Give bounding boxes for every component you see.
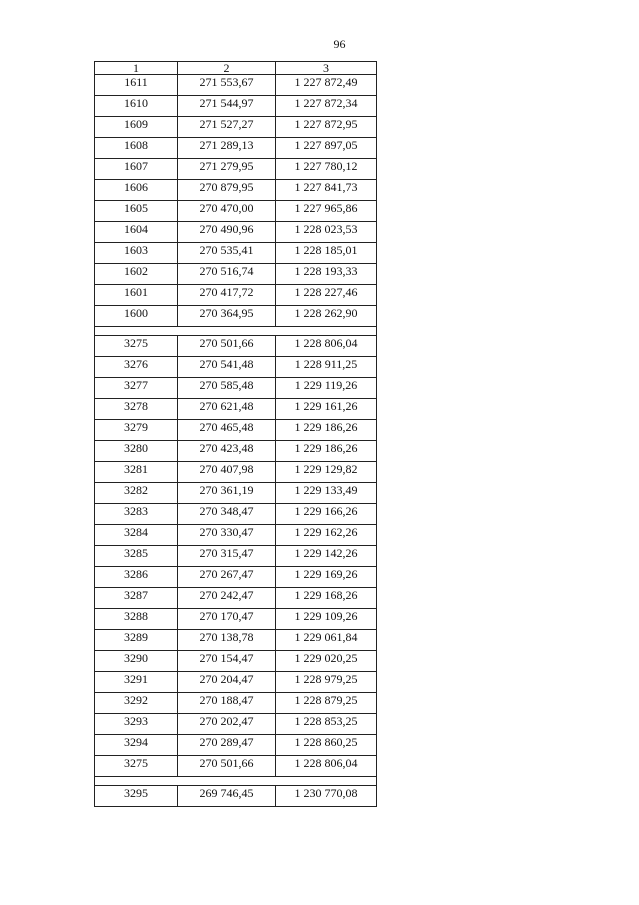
y-coordinate-cell: 1 228 185,01 bbox=[276, 243, 377, 264]
x-coordinate-cell: 270 242,47 bbox=[178, 588, 276, 609]
section-separator-cell bbox=[95, 327, 377, 336]
point-number-cell: 1605 bbox=[95, 201, 178, 222]
y-coordinate-cell: 1 229 061,84 bbox=[276, 630, 377, 651]
x-coordinate-cell: 270 361,19 bbox=[178, 483, 276, 504]
y-coordinate-cell: 1 229 186,26 bbox=[276, 441, 377, 462]
point-number-cell: 3276 bbox=[95, 357, 178, 378]
y-coordinate-cell: 1 229 166,26 bbox=[276, 504, 377, 525]
y-coordinate-cell: 1 228 806,04 bbox=[276, 336, 377, 357]
y-coordinate-cell: 1 229 142,26 bbox=[276, 546, 377, 567]
y-coordinate-cell: 1 227 780,12 bbox=[276, 159, 377, 180]
point-number-cell: 3275 bbox=[95, 756, 178, 777]
point-number-cell: 1602 bbox=[95, 264, 178, 285]
y-coordinate-cell: 1 229 109,26 bbox=[276, 609, 377, 630]
table-row bbox=[95, 180, 377, 201]
x-coordinate-cell: 271 289,13 bbox=[178, 138, 276, 159]
point-number-cell: 1608 bbox=[95, 138, 178, 159]
point-number-cell: 1611 bbox=[95, 75, 178, 96]
table-row bbox=[95, 483, 377, 504]
table-row bbox=[95, 336, 377, 357]
x-coordinate-cell: 270 535,41 bbox=[178, 243, 276, 264]
point-number-cell: 1609 bbox=[95, 117, 178, 138]
y-coordinate-cell: 1 228 979,25 bbox=[276, 672, 377, 693]
table-row bbox=[95, 630, 377, 651]
x-coordinate-cell: 270 470,00 bbox=[178, 201, 276, 222]
table-row bbox=[95, 756, 377, 777]
y-coordinate-cell: 1 228 023,53 bbox=[276, 222, 377, 243]
point-number-cell: 1601 bbox=[95, 285, 178, 306]
x-coordinate-cell: 270 330,47 bbox=[178, 525, 276, 546]
x-coordinate-cell: 270 348,47 bbox=[178, 504, 276, 525]
table-row bbox=[95, 441, 377, 462]
point-number-cell: 3288 bbox=[95, 609, 178, 630]
x-coordinate-cell: 270 204,47 bbox=[178, 672, 276, 693]
y-coordinate-cell: 1 228 806,04 bbox=[276, 756, 377, 777]
y-coordinate-cell: 1 229 162,26 bbox=[276, 525, 377, 546]
table-row bbox=[95, 264, 377, 285]
page-number: 96 bbox=[333, 37, 346, 51]
header-row bbox=[95, 62, 377, 75]
point-number-cell: 3287 bbox=[95, 588, 178, 609]
point-number-cell: 3278 bbox=[95, 399, 178, 420]
point-number-cell: 3290 bbox=[95, 651, 178, 672]
point-number-cell: 3293 bbox=[95, 714, 178, 735]
table-row bbox=[95, 546, 377, 567]
point-number-cell: 3284 bbox=[95, 525, 178, 546]
section-separator-row bbox=[95, 777, 377, 786]
point-number-cell: 3280 bbox=[95, 441, 178, 462]
table-row bbox=[95, 306, 377, 327]
point-number-cell: 1610 bbox=[95, 96, 178, 117]
point-number-cell: 1607 bbox=[95, 159, 178, 180]
table-row bbox=[95, 420, 377, 441]
x-coordinate-cell: 270 501,66 bbox=[178, 756, 276, 777]
point-number-cell: 3289 bbox=[95, 630, 178, 651]
x-coordinate-cell: 270 289,47 bbox=[178, 735, 276, 756]
y-coordinate-cell: 1 228 911,25 bbox=[276, 357, 377, 378]
table-row bbox=[95, 651, 377, 672]
point-number-cell: 3295 bbox=[95, 786, 178, 807]
table-row bbox=[95, 735, 377, 756]
header-col-3: 3 bbox=[276, 62, 377, 75]
table-row bbox=[95, 672, 377, 693]
x-coordinate-cell: 270 465,48 bbox=[178, 420, 276, 441]
x-coordinate-cell: 270 516,74 bbox=[178, 264, 276, 285]
y-coordinate-cell: 1 229 020,25 bbox=[276, 651, 377, 672]
x-coordinate-cell: 271 544,97 bbox=[178, 96, 276, 117]
table-row bbox=[95, 159, 377, 180]
x-coordinate-cell: 270 188,47 bbox=[178, 693, 276, 714]
table-row bbox=[95, 588, 377, 609]
x-coordinate-cell: 270 490,96 bbox=[178, 222, 276, 243]
table-row bbox=[95, 609, 377, 630]
y-coordinate-cell: 1 229 186,26 bbox=[276, 420, 377, 441]
y-coordinate-cell: 1 228 879,25 bbox=[276, 693, 377, 714]
y-coordinate-cell: 1 229 119,26 bbox=[276, 378, 377, 399]
table-row bbox=[95, 714, 377, 735]
y-coordinate-cell: 1 228 860,25 bbox=[276, 735, 377, 756]
y-coordinate-cell: 1 227 872,95 bbox=[276, 117, 377, 138]
y-coordinate-cell: 1 228 227,46 bbox=[276, 285, 377, 306]
table-row bbox=[95, 138, 377, 159]
table-row bbox=[95, 243, 377, 264]
table-row bbox=[95, 462, 377, 483]
x-coordinate-cell: 270 138,78 bbox=[178, 630, 276, 651]
point-number-cell: 3291 bbox=[95, 672, 178, 693]
table-row bbox=[95, 117, 377, 138]
y-coordinate-cell: 1 229 169,26 bbox=[276, 567, 377, 588]
y-coordinate-cell: 1 229 168,26 bbox=[276, 588, 377, 609]
point-number-cell: 3281 bbox=[95, 462, 178, 483]
y-coordinate-cell: 1 227 872,34 bbox=[276, 96, 377, 117]
x-coordinate-cell: 270 154,47 bbox=[178, 651, 276, 672]
table-row bbox=[95, 96, 377, 117]
header-col-2: 2 bbox=[178, 62, 276, 75]
x-coordinate-cell: 269 746,45 bbox=[178, 786, 276, 807]
point-number-cell: 1606 bbox=[95, 180, 178, 201]
table-row bbox=[95, 75, 377, 96]
point-number-cell: 1603 bbox=[95, 243, 178, 264]
coordinates-table-body bbox=[95, 62, 377, 807]
point-number-cell: 3283 bbox=[95, 504, 178, 525]
x-coordinate-cell: 271 553,67 bbox=[178, 75, 276, 96]
x-coordinate-cell: 270 501,66 bbox=[178, 336, 276, 357]
x-coordinate-cell: 271 527,27 bbox=[178, 117, 276, 138]
point-number-cell: 3277 bbox=[95, 378, 178, 399]
y-coordinate-cell: 1 229 133,49 bbox=[276, 483, 377, 504]
coordinates-table bbox=[94, 61, 377, 807]
table-row bbox=[95, 525, 377, 546]
y-coordinate-cell: 1 227 965,86 bbox=[276, 201, 377, 222]
point-number-cell: 3285 bbox=[95, 546, 178, 567]
x-coordinate-cell: 271 279,95 bbox=[178, 159, 276, 180]
section-separator-cell bbox=[95, 777, 377, 786]
x-coordinate-cell: 270 541,48 bbox=[178, 357, 276, 378]
table-row bbox=[95, 222, 377, 243]
table-row bbox=[95, 786, 377, 807]
table-row bbox=[95, 378, 377, 399]
point-number-cell: 3294 bbox=[95, 735, 178, 756]
y-coordinate-cell: 1 227 872,49 bbox=[276, 75, 377, 96]
x-coordinate-cell: 270 267,47 bbox=[178, 567, 276, 588]
table-row bbox=[95, 567, 377, 588]
y-coordinate-cell: 1 229 129,82 bbox=[276, 462, 377, 483]
point-number-cell: 3292 bbox=[95, 693, 178, 714]
y-coordinate-cell: 1 228 853,25 bbox=[276, 714, 377, 735]
x-coordinate-cell: 270 315,47 bbox=[178, 546, 276, 567]
point-number-cell: 3282 bbox=[95, 483, 178, 504]
y-coordinate-cell: 1 228 193,33 bbox=[276, 264, 377, 285]
table-row bbox=[95, 357, 377, 378]
x-coordinate-cell: 270 170,47 bbox=[178, 609, 276, 630]
table-row bbox=[95, 504, 377, 525]
x-coordinate-cell: 270 202,47 bbox=[178, 714, 276, 735]
point-number-cell: 3275 bbox=[95, 336, 178, 357]
section-separator-row bbox=[95, 327, 377, 336]
y-coordinate-cell: 1 227 897,05 bbox=[276, 138, 377, 159]
y-coordinate-cell: 1 228 262,90 bbox=[276, 306, 377, 327]
x-coordinate-cell: 270 585,48 bbox=[178, 378, 276, 399]
x-coordinate-cell: 270 364,95 bbox=[178, 306, 276, 327]
point-number-cell: 3279 bbox=[95, 420, 178, 441]
table-row bbox=[95, 693, 377, 714]
x-coordinate-cell: 270 417,72 bbox=[178, 285, 276, 306]
table-row bbox=[95, 285, 377, 306]
header-col-1: 1 bbox=[95, 62, 178, 75]
y-coordinate-cell: 1 227 841,73 bbox=[276, 180, 377, 201]
x-coordinate-cell: 270 407,98 bbox=[178, 462, 276, 483]
table-row bbox=[95, 201, 377, 222]
y-coordinate-cell: 1 229 161,26 bbox=[276, 399, 377, 420]
point-number-cell: 1600 bbox=[95, 306, 178, 327]
point-number-cell: 3286 bbox=[95, 567, 178, 588]
point-number-cell: 1604 bbox=[95, 222, 178, 243]
x-coordinate-cell: 270 621,48 bbox=[178, 399, 276, 420]
x-coordinate-cell: 270 423,48 bbox=[178, 441, 276, 462]
table-row bbox=[95, 399, 377, 420]
x-coordinate-cell: 270 879,95 bbox=[178, 180, 276, 201]
y-coordinate-cell: 1 230 770,08 bbox=[276, 786, 377, 807]
